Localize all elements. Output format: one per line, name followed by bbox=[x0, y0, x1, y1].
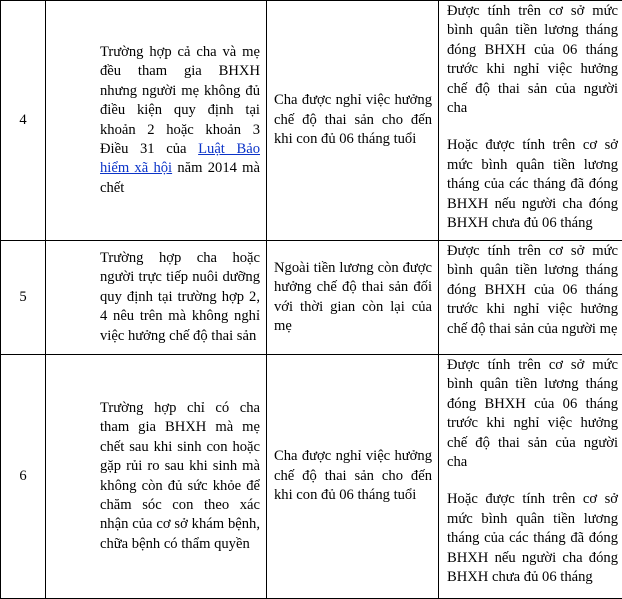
table-row bbox=[1, 355, 622, 599]
basis-paragraph: Hoặc được tính trên cơ sở mức bình quân tiền lương tháng của các tháng đã đóng BHXH nếu người cha đóng BHXH chưa đủ 06 tháng bbox=[447, 136, 618, 233]
basis-paragraph: Được tính trên cơ sở mức bình quân tiền lương tháng đóng BHXH của 06 tháng trước khi nghỉ việc hưởng chế độ thai sản của người mẹ bbox=[447, 242, 618, 339]
condition-cell: Trường hợp cha hoặc người trực tiếp nuôi dưỡng quy định tại trường hợp 2, 4 nêu trên mà không nghỉ việc hưởng chế độ thai sản bbox=[46, 241, 267, 355]
table-row bbox=[1, 241, 622, 355]
calculation-basis-cell bbox=[439, 1, 622, 241]
row-index: 6 bbox=[1, 355, 46, 599]
benefit-cell: Cha được nghỉ việc hưởng chế độ thai sản cho đến khi con đủ 06 tháng tuổi bbox=[267, 355, 439, 599]
table-row bbox=[1, 1, 622, 241]
condition-text-suffix: năm 2014 mà chết bbox=[100, 160, 260, 195]
benefit-cell: Cha được nghỉ việc hưởng chế độ thai sản cho đến khi con đủ 06 tháng tuổi bbox=[267, 1, 439, 241]
condition-text: Trường hợp cả cha và mẹ đều tham gia BHXH nhưng người mẹ không đủ điều kiện quy định tại khoản 2 hoặc khoản 3 Điều 31 của bbox=[100, 44, 260, 157]
calculation-basis-cell bbox=[439, 241, 622, 355]
benefit-cell: Ngoài tiền lương còn được hưởng chế độ thai sản đối với thời gian còn lại của mẹ bbox=[267, 241, 439, 355]
calculation-basis-cell bbox=[439, 355, 622, 599]
condition-cell: Trường hợp chỉ có cha tham gia BHXH mà mẹ chết sau khi sinh con hoặc gặp rủi ro sau khi sinh mà không còn đủ sức khỏe để chăm sóc con theo xác nhận của cơ sở khám bệnh, chữa bệnh có thẩm quyền bbox=[46, 355, 267, 599]
law-link[interactable]: Luật Bảo hiểm xã hội bbox=[100, 141, 260, 176]
row-index: 5 bbox=[1, 241, 46, 355]
basis-paragraph: Hoặc được tính trên cơ sở mức bình quân tiền lương tháng của các tháng đã đóng BHXH nếu người cha đóng BHXH chưa đủ 06 tháng bbox=[447, 490, 618, 587]
basis-paragraph: Được tính trên cơ sở mức bình quân tiền lương tháng đóng BHXH của 06 tháng trước khi nghỉ việc hưởng chế độ thai sản của người cha bbox=[447, 2, 618, 118]
condition-cell bbox=[46, 1, 267, 241]
basis-paragraph: Được tính trên cơ sở mức bình quân tiền lương tháng đóng BHXH của 06 tháng trước khi nghỉ việc hưởng chế độ thai sản của người cha bbox=[447, 356, 618, 472]
row-index: 4 bbox=[1, 1, 46, 241]
